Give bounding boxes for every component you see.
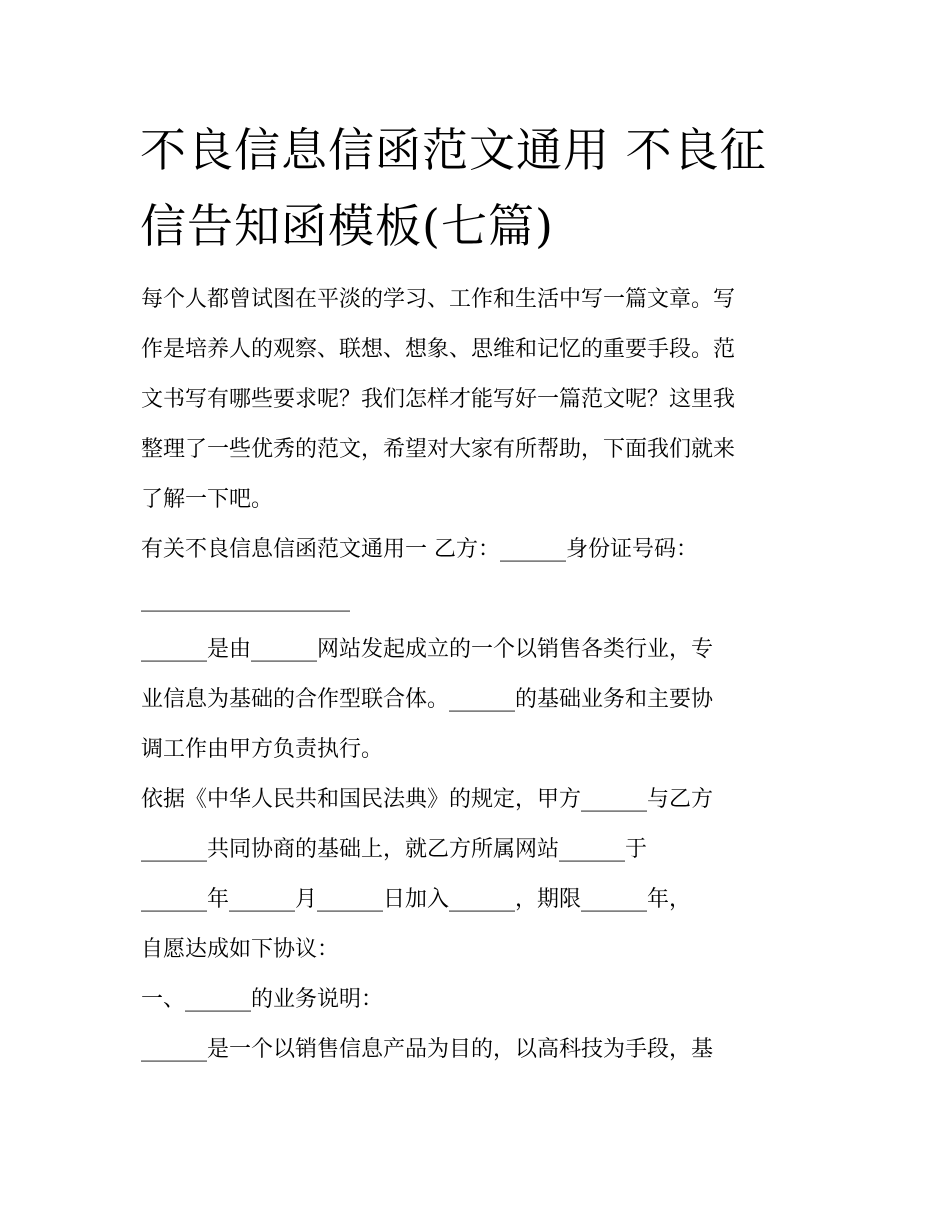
document-body: [141, 275, 831, 1075]
body-line: 作是培养人的观察、联想、想象、思维和记忆的重要手段。范: [141, 337, 736, 362]
body-line: ______是一个以销售信息产品为目的，以高科技为手段，基: [141, 1037, 714, 1062]
body-line: 文书写有哪些要求呢？我们怎样才能写好一篇范文呢？这里我: [141, 387, 736, 412]
body-line: 自愿达成如下协议：: [141, 937, 340, 962]
blank-underline-line: ___________________: [141, 587, 350, 612]
body-line: ______是由______网站发起成立的一个以销售各类行业，专: [141, 637, 714, 662]
body-line: ______年______月______日加入______，期限______年，: [141, 887, 692, 912]
body-line: 业信息为基础的合作型联合体。______的基础业务和主要协: [141, 687, 714, 712]
body-line: 每个人都曾试图在平淡的学习、工作和生活中写一篇文章。写: [141, 287, 736, 312]
title-line-2: 信告知函模板(七篇): [140, 199, 554, 253]
body-line: 了解一下吧。: [141, 487, 274, 512]
section-heading: 一、______的业务说明：: [141, 987, 384, 1012]
body-line: 整理了一些优秀的范文，希望对大家有所帮助，下面我们就来: [141, 437, 736, 462]
page-title: [140, 112, 830, 264]
body-line: 调工作由甲方负责执行。: [141, 737, 384, 762]
body-line: 依据《中华人民共和国民法典》的规定，甲方______与乙方: [141, 787, 714, 812]
title-line-1: 不良信息信函范文通用 不良征: [140, 123, 767, 177]
body-line: ______共同协商的基础上，就乙方所属网站______于: [141, 837, 648, 862]
body-line: 有关不良信息信函范文通用一 乙方：______身份证号码：: [141, 537, 698, 562]
